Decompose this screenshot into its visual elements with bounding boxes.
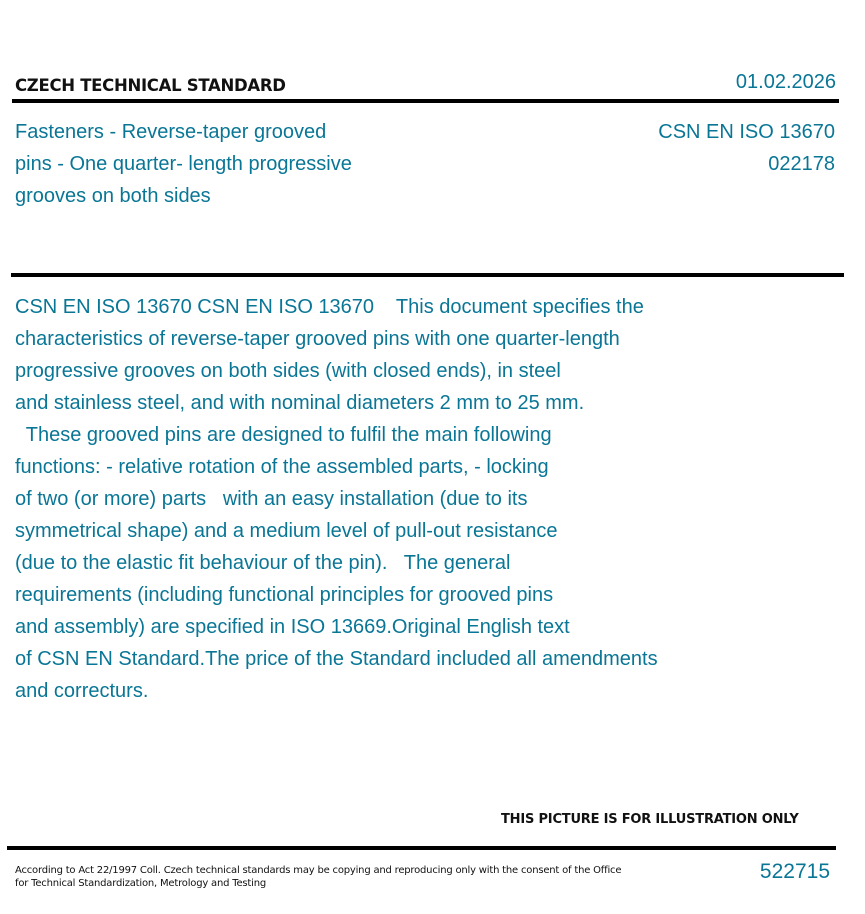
document-type-label: CZECH TECHNICAL STANDARD [15,76,286,95]
standard-description [15,291,735,707]
title-line: grooves on both sides [15,185,211,207]
description-line: functions: - relative rotation of the assembled parts, - locking [15,456,549,478]
standard-identification [658,116,835,180]
description-line: CSN EN ISO 13670 CSN EN ISO 13670 This document specifies the [15,296,644,318]
catalog-number: 022178 [768,153,835,175]
legal-line: According to Act 22/1997 Coll. Czech technical standards may be copying and reproducing only with the consent of the Office [15,865,622,876]
description-line: and assembly) are specified in ISO 13669.Original English text [15,616,570,638]
publication-date: 01.02.2026 [735,71,836,93]
description-line: and stainless steel, and with nominal diameters 2 mm to 25 mm. [15,392,585,414]
title-divider [11,273,844,277]
description-line: These grooved pins are designed to fulfil the main following [15,424,552,446]
description-line: and correcturs. [15,680,149,702]
description-line: characteristics of reverse-taper grooved pins with one quarter-length [15,328,620,350]
description-line: progressive grooves on both sides (with closed ends), in steel [15,360,561,382]
description-line: symmetrical shape) and a medium level of pull-out resistance [15,520,558,542]
product-code: 522715 [759,860,830,883]
description-line: of CSN EN Standard.The price of the Standard included all amendments [15,648,658,670]
description-line: (due to the elastic fit behaviour of the pin). The general [15,552,511,574]
legal-notice [15,864,622,890]
title-line: Fasteners - Reverse-taper grooved [15,121,327,143]
description-line: requirements (including functional principles for grooved pins [15,584,554,606]
header-divider [12,99,839,103]
footer-divider [7,846,836,850]
description-line: of two (or more) parts with an easy installation (due to its [15,488,528,510]
standard-designation: CSN EN ISO 13670 [658,121,835,143]
illustration-disclaimer: THIS PICTURE IS FOR ILLUSTRATION ONLY [501,812,799,827]
standard-title [15,116,415,212]
title-line: pins - One quarter- length progressive [15,153,352,175]
legal-line: for Technical Standardization, Metrology and Testing [15,878,266,889]
